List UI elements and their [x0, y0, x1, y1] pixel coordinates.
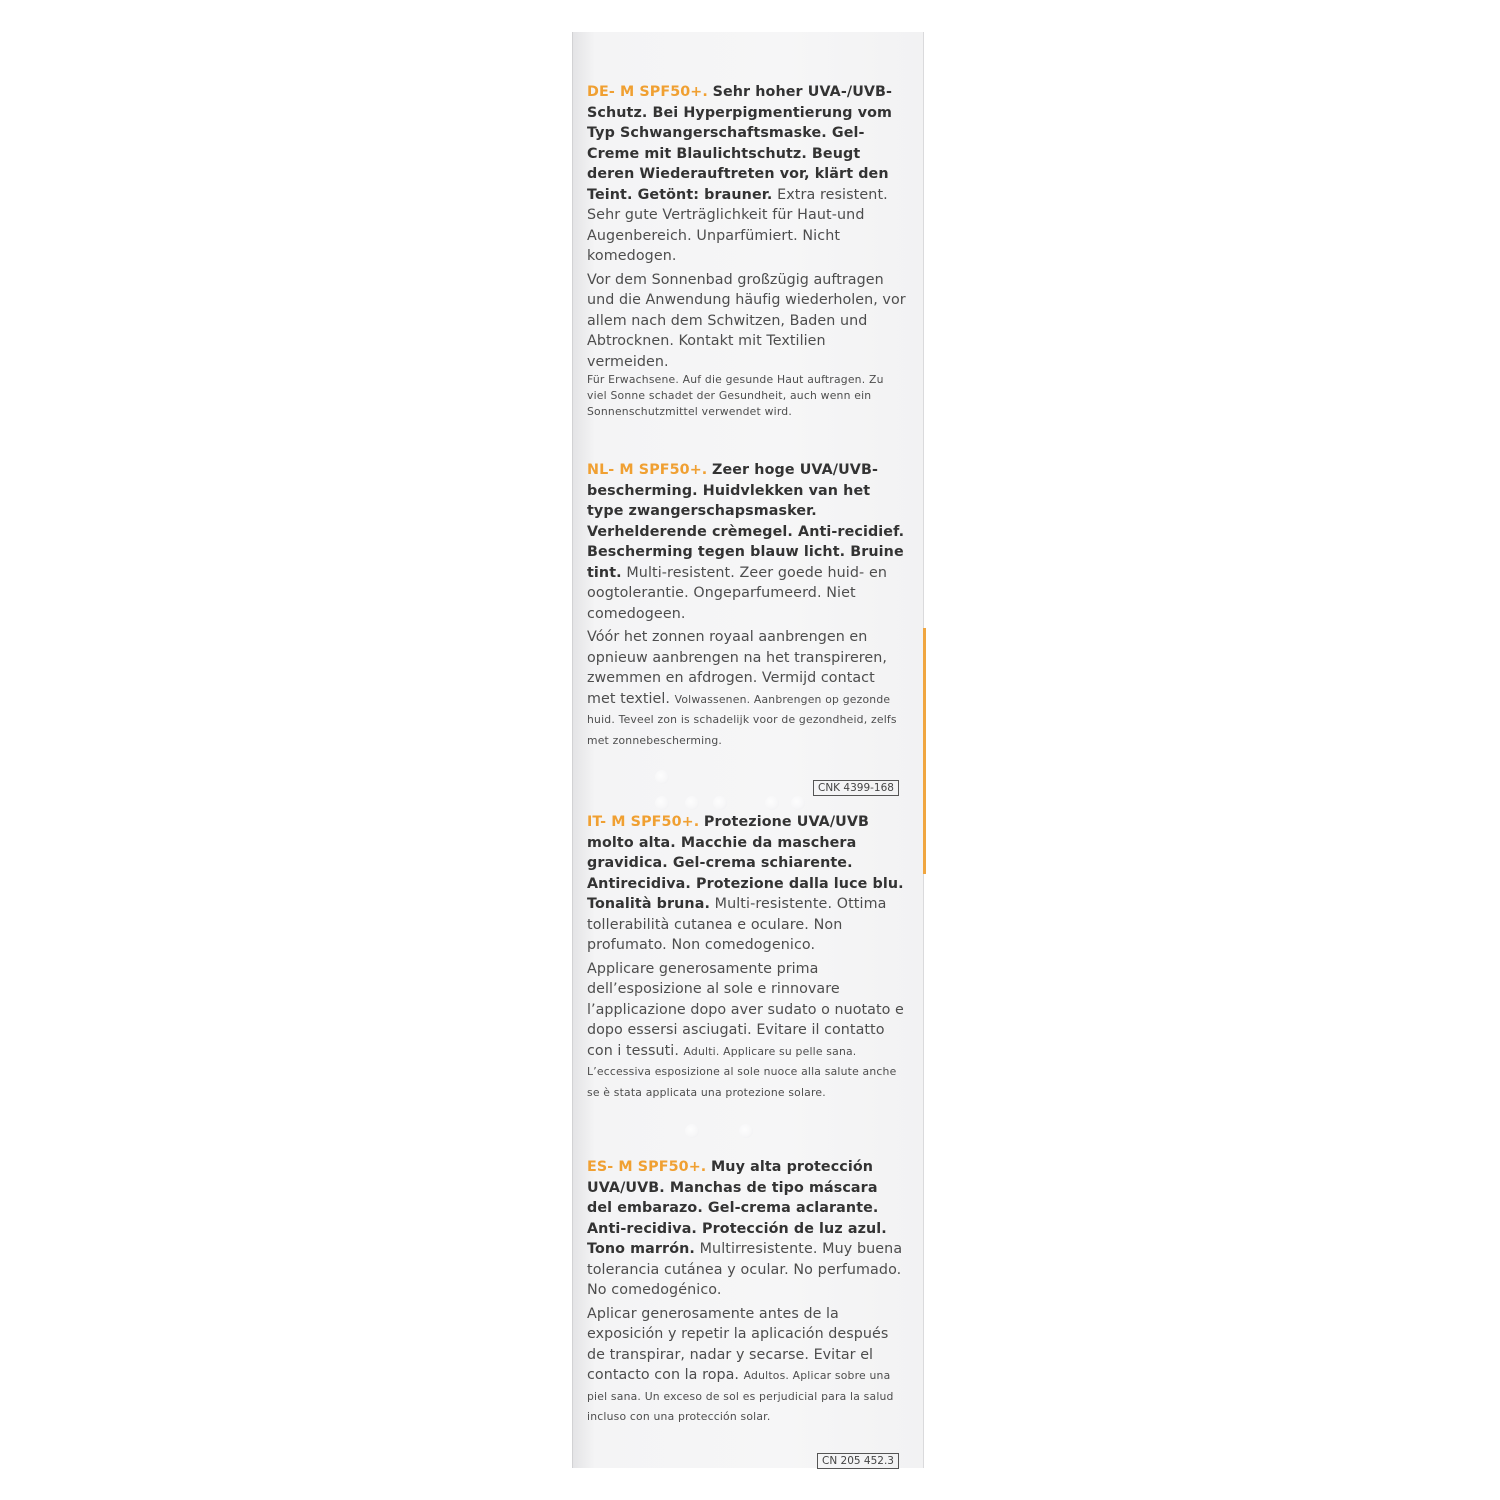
es-directions-text: Aplicar generosamente antes de la exposición y repetir la aplicación después de transpirar, nadar y secarse. Evitar el contacto con la ropa. — [587, 1305, 889, 1383]
it-claims — [587, 812, 907, 956]
de-bold-claims: Sehr hoher UVA-/UVB-Schutz. Bei Hyperpigmentierung vom Typ Schwangerschaftsmaske. Gel-Creme mit Blaulichtschutz. Beugt deren Wiederauftreten vor, klärt den Teint. Getönt: brauner. — [587, 84, 893, 203]
braille-dot — [713, 796, 727, 810]
it-language-tag: IT- M SPF50+. — [587, 814, 700, 830]
braille-dot — [685, 796, 699, 810]
es-properties: Multirresistente. Muy buena tolerancia cutánea y ocular. No perfumado. No comedogénico. — [587, 1241, 903, 1298]
it-bold-claims: Protezione UVA/UVB molto alta. Macchie da maschera gravidica. Gel-crema schiarente. Antirecidiva. Protezione dalla luce blu. Tonalità bruna. — [587, 814, 904, 912]
nl-warning: Volwassenen. Aanbrengen op gezonde huid. Teveel zon is schadelijk voor de gezondheid, zelfs met zonnebescherming. — [587, 692, 897, 747]
orange-side-edge — [923, 628, 926, 874]
section-de — [587, 82, 907, 420]
es-directions — [587, 1304, 907, 1427]
it-properties: Multi-resistente. Ottima tollerabilità cutanea e oculare. Non profumato. Non comedogenico. — [587, 896, 887, 953]
de-claims — [587, 82, 907, 267]
de-directions: Vor dem Sonnenbad großzügig auftragen und die Anwendung häufig wiederholen, vor allem nach dem Schwitzen, Baden und Abtrocknen. Kontakt mit Textilien vermeiden. — [587, 271, 906, 370]
it-warning: Adulti. Applicare su pelle sana. L’eccessiva esposizione al sole nuoce alla salute anche se è stata applicata una protezione solare. — [587, 1044, 897, 1099]
braille-dot — [739, 1124, 753, 1138]
de-language-tag: DE- M SPF50+. — [587, 84, 708, 100]
it-directions-text: Applicare generosamente prima dell’esposizione al sole e rinnovare l’applicazione dopo aver sudato o nuotato e dopo essersi asciugati. Evitare il contatto con i tessuti. — [587, 960, 904, 1059]
braille-dot — [791, 796, 805, 810]
it-directions — [587, 959, 907, 1103]
nl-language-tag: NL- M SPF50+. — [587, 462, 708, 478]
es-language-tag: ES- M SPF50+. — [587, 1159, 707, 1175]
section-it — [587, 812, 907, 1102]
nl-directions-text: Vóór het zonnen royaal aanbrengen en opnieuw aanbrengen na het transpireren, zwemmen en afdrogen. Vermijd contact met textiel. — [587, 629, 887, 707]
es-warning: Adultos. Aplicar sobre una piel sana. Un exceso de sol es perjudicial para la salud incluso con una protección solar. — [587, 1369, 894, 1423]
nl-properties: Multi-resistent. Zeer goede huid- en oogtolerantie. Ongeparfumeerd. Niet comedogeen. — [587, 564, 888, 622]
braille-dot — [685, 1124, 699, 1138]
braille-dot — [765, 796, 779, 810]
section-es — [587, 1157, 907, 1467]
braille-dot — [655, 796, 669, 810]
de-properties: Extra resistent. Sehr gute Verträglichkeit für Haut-und Augenbereich. Unparfümiert. Nicht komedogen. — [587, 186, 888, 264]
braille-dot — [655, 770, 669, 784]
nl-directions — [587, 627, 907, 750]
nl-bold-claims: Zeer hoge UVA/UVB-bescherming. Huidvlekken van het type zwangerschapsmasker. Verhelderende crèmegel. Anti-recidief. Bescherming tegen blauw licht. Bruine tint. — [587, 462, 905, 581]
es-cn-code: CN 205 452.3 — [817, 1453, 899, 1469]
section-nl — [587, 460, 907, 794]
es-bold-claims: Muy alta protección UVA/UVB. Manchas de tipo máscara del embarazo. Gel-crema aclarante. Anti-recidiva. Protección de luz azul. Tono marrón. — [587, 1159, 887, 1257]
nl-claims — [587, 460, 907, 624]
nl-cnk-code: CNK 4399-168 — [813, 780, 899, 796]
product-box-side-panel — [572, 32, 924, 1468]
es-claims — [587, 1157, 907, 1301]
de-warning: Für Erwachsene. Auf die gesunde Haut auftragen. Zu viel Sonne schadet der Gesundheit, auch wenn ein Sonnenschutzmittel verwendet wird. — [587, 373, 884, 418]
